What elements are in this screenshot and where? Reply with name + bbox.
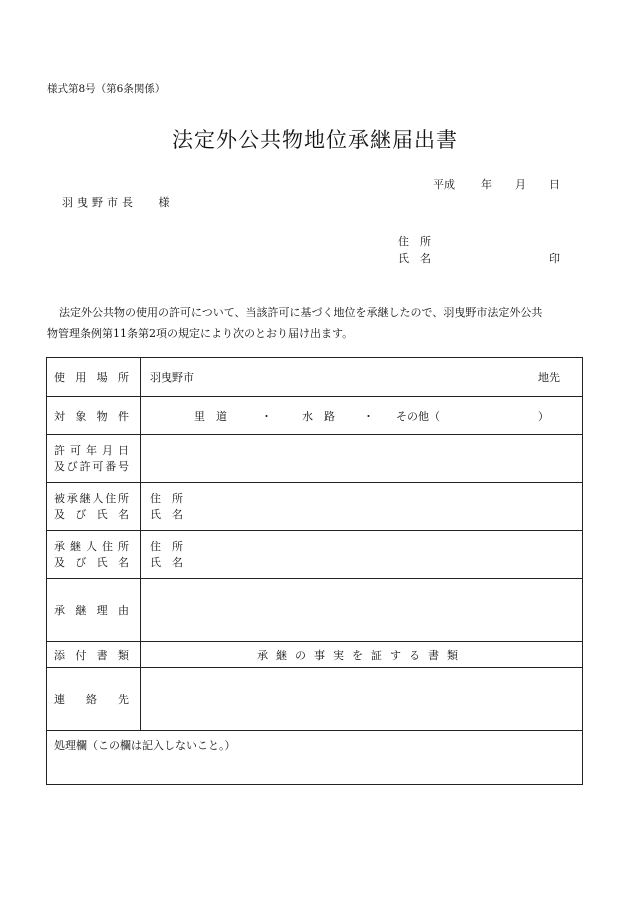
date-era: 平成 [433,178,455,191]
addressee [62,194,174,210]
attachment-label: 添 付 書 類 [47,642,141,668]
form-number: 様式第8号（第6条関係） [47,83,166,95]
reason-field[interactable] [141,579,583,642]
seal-mark: 印 [549,252,560,265]
row-successor [47,531,583,579]
page-title: 法定外公共物地位承継届出書 [172,128,458,152]
location-suffix: 地先 [538,371,560,384]
location-field[interactable] [141,358,583,397]
predecessor-address-label: 住 所 [150,491,183,505]
permit-field[interactable] [141,435,583,483]
row-reason [47,579,583,642]
row-object [47,397,583,435]
object-option-waterway[interactable]: 水 路 [302,409,335,423]
date-day: 日 [549,178,560,191]
addressee-name: 羽曳野市長 [62,196,137,209]
row-contact [47,668,583,731]
successor-name-label: 氏 名 [150,555,183,569]
permit-label: 許 可 年 月 日 及 び 許 可 番 号 [47,435,141,483]
object-field[interactable] [141,397,583,435]
successor-field[interactable] [141,531,583,579]
reason-label: 承 継 理 由 [47,579,141,642]
contact-field[interactable] [141,668,583,731]
attachment-value: 承継の事実を証する書類 [141,642,583,668]
successor-label: 承 継 人 住 所 及 び 氏 名 [47,531,141,579]
processing-field [47,731,583,785]
predecessor-label: 被 承 継 人 住 所 及 び 氏 名 [47,483,141,531]
declaration-line-2: 物管理条例第11条第2項の規定により次のとおり届け出ます。 [47,327,354,340]
predecessor-name-label: 氏 名 [150,507,183,521]
applicant-name-label: 氏 名 [398,252,431,265]
successor-address-label: 住 所 [150,539,183,553]
location-city: 羽曳野市 [150,371,194,384]
object-close-paren: ） [538,409,549,423]
row-processing [47,731,583,785]
row-predecessor [47,483,583,531]
object-dot-2: ・ [363,409,374,423]
object-option-road[interactable]: 里 道 [194,409,227,423]
processing-label: 処理欄（この欄は記入しないこと。） [54,739,236,752]
predecessor-field[interactable] [141,483,583,531]
contact-label: 連 絡 先 [47,668,141,731]
object-dot-1: ・ [261,409,272,423]
declaration-line-1: 法定外公共物の使用の許可について、当該許可に基づく地位を承継したので、羽曳野市法定外公共 [59,306,543,319]
applicant-address-label: 住 所 [398,235,431,248]
row-permit [47,435,583,483]
object-label: 対 象 物 件 [47,397,141,435]
date-month: 月 [515,178,526,191]
notification-form-table [46,357,583,785]
date-year: 年 [481,178,492,191]
location-label: 使 用 場 所 [47,358,141,397]
object-option-other[interactable]: その他（ [396,409,440,423]
row-location [47,358,583,397]
declaration-text [47,302,587,344]
addressee-honorific: 様 [158,196,174,209]
row-attachment [47,642,583,668]
